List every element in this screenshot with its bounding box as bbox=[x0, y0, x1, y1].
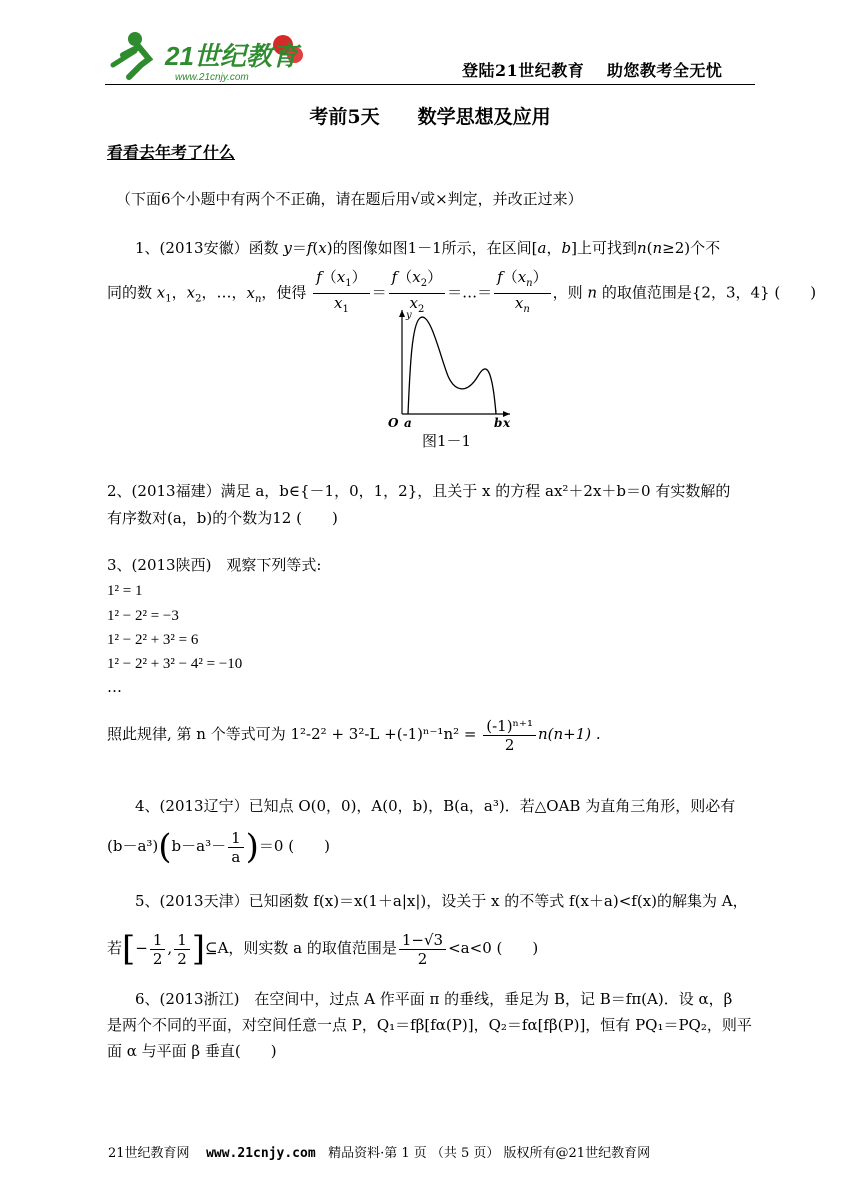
site-logo[interactable] bbox=[105, 25, 305, 83]
footer-page-info: 精品资料·第 1 页 （共 5 页） 版权所有@21世纪教育网 bbox=[328, 1146, 651, 1161]
origin-label: O bbox=[388, 416, 399, 430]
page-footer bbox=[108, 1142, 650, 1161]
q4-line1: 4、(2013辽宁）已知点 O(0，0)，A(0，b)，B(a，a³)．若△OAB 为直角三角形，则必有 bbox=[135, 797, 736, 815]
q6-line2: 是两个不同的平面，对空间任意一点 P，Q₁＝fβ[fα(P)]，Q₂＝fα[fβ(P)]，恒有 PQ₁＝PQ₂，则平 bbox=[107, 1016, 752, 1034]
q3-line1: 3、(2013陕西) 观察下列等式: bbox=[107, 556, 322, 574]
footer-site-name: 21世纪教育网 bbox=[108, 1146, 190, 1161]
b-label: b bbox=[494, 416, 503, 430]
logo-graphic bbox=[105, 25, 305, 83]
q3-eq4: 1² − 2² + 3² − 4² = −10 bbox=[107, 656, 243, 672]
footer-url[interactable]: www.21cnjy.com bbox=[206, 1146, 316, 1161]
q6-line3: 面 α 与平面 β 垂直( ) bbox=[107, 1042, 277, 1060]
function-graph-figure bbox=[384, 306, 514, 430]
q5-line1: 5、(2013天津）已知函数 f(x)＝x(1＋a|x|)，设关于 x 的不等式 f(x＋a)<f(x)的解集为 A， bbox=[135, 892, 748, 910]
q3-eq2: 1² − 2² = −3 bbox=[107, 608, 179, 624]
q2-line2: 有序数对(a，b)的个数为12 ( ) bbox=[107, 509, 338, 527]
x-label: x bbox=[503, 416, 511, 430]
svg-text:www.21cnjy.com: www.21cnjy.com bbox=[175, 72, 249, 83]
a-label: a bbox=[404, 416, 412, 430]
q3-eq3: 1² − 2² + 3² = 6 bbox=[107, 632, 199, 648]
q3-conclusion: 照此规律, 第 n 个等式可为 1²-2² + 3²-L +(-1)ⁿ⁻¹n² = $\frac{\text{(-1)ⁿ⁺¹}}{2}$ n(n+1) . bbox=[107, 716, 601, 754]
header-divider bbox=[105, 84, 755, 85]
y-axis-arrow bbox=[399, 310, 405, 317]
q5-line2: 若[− $\frac{1}{2}$ , $\frac{1}{2}$ ]⊆A，则实数 a 的取值范围是 $\frac{1-√3}{2}$ <a<0 ( ) bbox=[107, 929, 539, 969]
q1-line2: 同的数 $x_1$，$x_2$，…，$x_n$，使得 $\frac{f(x_1)}{x_1}$ ＝ $\frac{f(x_2)}{x_2}$ ＝…＝ $\frac{f(x_n)}{x_n}$ ，则 n 的取值范围是{2，3，4} ( ) bbox=[107, 268, 816, 319]
figure-caption: 图1－1 bbox=[422, 432, 472, 450]
intro-text: （下面6个小题中有两个不正确，请在题后用√或×判定，并改正过来） bbox=[116, 190, 583, 208]
q2-line1: 2、(2013福建）满足 a，b∈{－1，0，1，2}，且关于 x 的方程 ax²＋2x＋b＝0 有实数解的 bbox=[107, 482, 731, 500]
q6-line1: 6、(2013浙江) 在空间中，过点 A 作平面 π 的垂线，垂足为 B，记 B＝fπ(A)．设 α，β bbox=[135, 990, 733, 1008]
q4-line2: (b－a³)(b－a³－ $\frac{1}{a}$ )＝0 ( ) bbox=[107, 827, 330, 867]
q1-line1: 1、(2013安徽）函数 y＝f(x)的图像如图1－1所示，在区间[a，b]上可找到n(n≥2)个不 bbox=[135, 239, 721, 257]
header-slogan: 登陆21世纪教育 助您教考全无忧 bbox=[462, 61, 723, 80]
section-heading: 看看去年考了什么 bbox=[107, 143, 236, 162]
fraction: $\frac{f(x_1)}{x_1}$ bbox=[313, 268, 369, 319]
svg-text:21世纪教育: 21世纪教育 bbox=[165, 41, 298, 71]
function-curve bbox=[408, 317, 496, 414]
page-title: 考前5天 数学思想及应用 bbox=[309, 106, 551, 128]
q3-eq1: 1² = 1 bbox=[107, 583, 143, 599]
q3-dots: … bbox=[107, 678, 122, 696]
y-label: y bbox=[406, 310, 412, 321]
